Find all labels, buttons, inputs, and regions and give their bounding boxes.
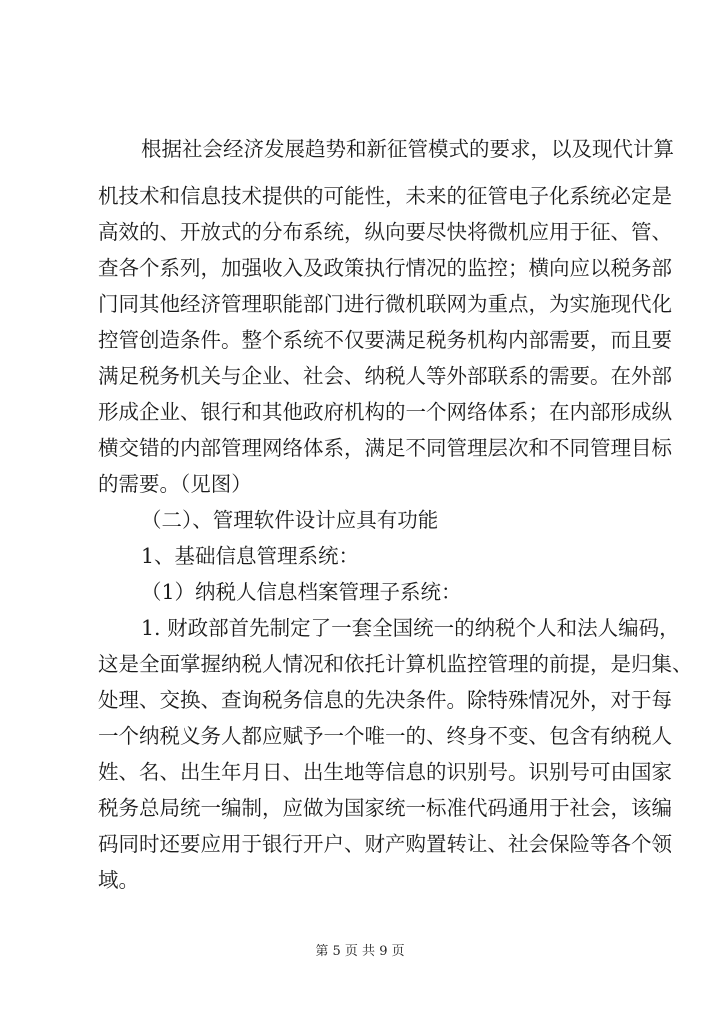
paragraph-line: 形成企业、银行和其他政府机构的一个网络体系；在内部形成纵 [98, 400, 672, 424]
paragraph-line: 根据社会经济发展趋势和新征管模式的要求，以及现代计算 [141, 137, 674, 161]
paragraph-line: 门同其他经济管理职能部门进行微机联网为重点，为实施现代化 [98, 292, 672, 316]
paragraph-line: 横交错的内部管理网络体系，满足不同管理层次和不同管理目标 [98, 436, 672, 460]
subsystem-heading: （1）纳税人信息档案管理子系统： [141, 580, 462, 604]
paragraph-line: 税务总局统一编制，应做为国家统一标准代码通用于社会，该编 [98, 796, 672, 820]
paragraph-line: 1. 财政部首先制定了一套全国统一的纳税个人和法人编码， [141, 616, 680, 640]
paragraph-line: 姓、名、出生年月日、出生地等信息的识别号。识别号可由国家 [98, 760, 672, 784]
paragraph-line: 域。 [98, 868, 139, 892]
paragraph-line: 处理、交换、查询税务信息的先决条件。除特殊情况外，对于每 [98, 688, 672, 712]
paragraph-line: 满足税务机关与企业、社会、纳税人等外部联系的需要。在外部 [98, 364, 672, 388]
paragraph-line: 查各个系列，加强收入及政策执行情况的监控；横向应以税务部 [98, 256, 672, 280]
paragraph-line: 一个纳税义务人都应赋予一个唯一的、终身不变、包含有纳税人 [98, 724, 672, 748]
subsection-heading: 1、基础信息管理系统： [141, 544, 360, 568]
section-heading: （二）、管理软件设计应具有功能 [141, 508, 439, 532]
page-number-footer: 第 5 页 共 9 页 [315, 944, 405, 959]
paragraph-line: 控管创造条件。整个系统不仅要满足税务机构内部需要，而且要 [98, 328, 672, 352]
paragraph-line: 高效的、开放式的分布系统，纵向要尽快将微机应用于征、管、 [98, 220, 672, 244]
paragraph-line: 机技术和信息技术提供的可能性，未来的征管电子化系统必定是 [98, 184, 672, 208]
paragraph-line: 的需要。（见图） [98, 472, 252, 496]
paragraph-line: 码同时还要应用于银行开户、财产购置转让、社会保险等各个领 [98, 832, 672, 856]
paragraph-line: 这是全面掌握纳税人情况和依托计算机监控管理的前提，是归集、 [98, 652, 693, 676]
